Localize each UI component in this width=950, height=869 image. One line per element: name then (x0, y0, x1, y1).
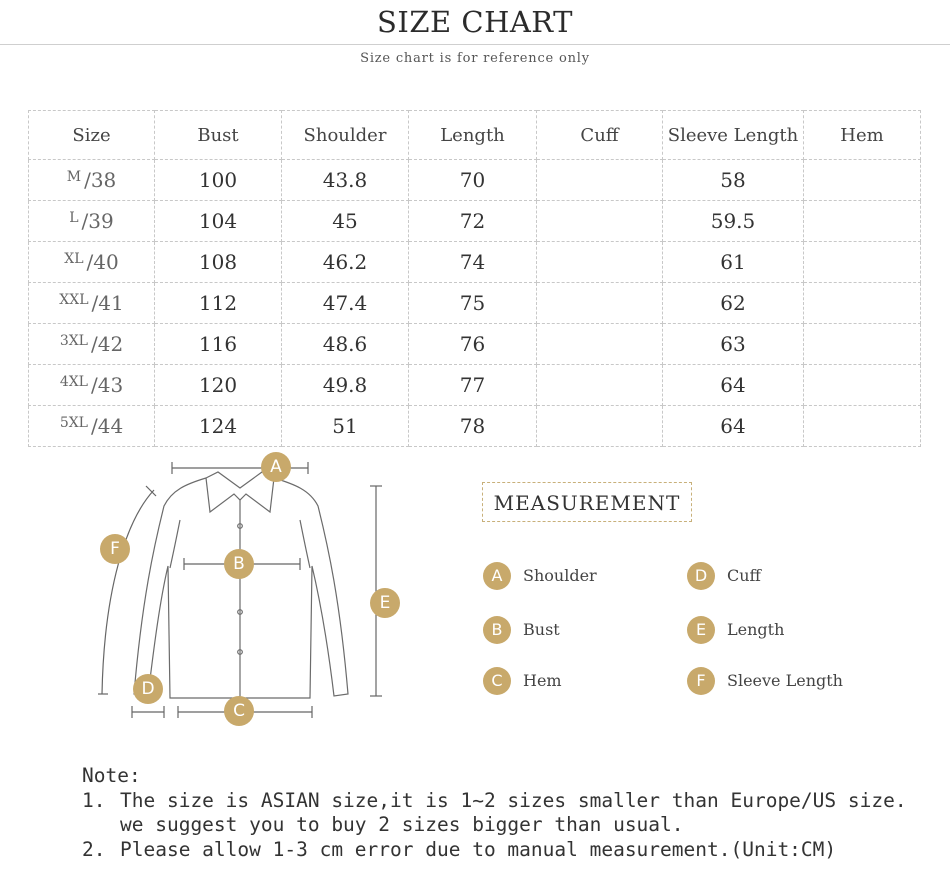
size-cell (29, 406, 155, 447)
size-number: /44 (90, 414, 124, 438)
size-number: /40 (86, 250, 119, 274)
bust-cell: 116 (155, 324, 282, 365)
cuff-cell (537, 160, 663, 201)
size-cell (29, 201, 155, 242)
sleeve-cell: 64 (663, 406, 804, 447)
sleeve-cell: 63 (663, 324, 804, 365)
bust-cell: 112 (155, 283, 282, 324)
note-text: Please allow 1-3 cm error due to manual measurement.(Unit:CM) (120, 837, 837, 861)
column-header-size: Size (29, 111, 155, 160)
note-number: 2. (82, 837, 106, 861)
length-cell: 76 (409, 324, 537, 365)
size-label: XL (64, 251, 84, 267)
legend-badge-d-icon: D (687, 562, 715, 590)
size-number: /43 (90, 373, 124, 397)
legend-label: Bust (523, 620, 560, 639)
table-row (29, 324, 921, 365)
length-cell: 78 (409, 406, 537, 447)
size-cell (29, 283, 155, 324)
legend-badge-e-icon: E (687, 616, 715, 644)
cuff-cell (537, 406, 663, 447)
shoulder-cell: 47.4 (282, 283, 409, 324)
cuff-cell (537, 365, 663, 406)
legend-badge-f-icon: F (687, 667, 715, 695)
table-row (29, 242, 921, 283)
cuff-cell (537, 201, 663, 242)
hem-cell (804, 201, 921, 242)
note-text-continued: we suggest you to buy 2 sizes bigger than usual. (120, 813, 684, 836)
note-number: 1. (82, 788, 106, 812)
table-row (29, 201, 921, 242)
measurement-heading: MEASUREMENT (482, 482, 692, 522)
column-header-sleeve-length: Sleeve Length (663, 111, 804, 160)
legend-label: Shoulder (523, 566, 597, 585)
marker-c-icon: C (224, 696, 254, 726)
bust-cell: 100 (155, 160, 282, 201)
size-cell (29, 324, 155, 365)
legend-label: Cuff (727, 566, 761, 585)
marker-f-icon: F (100, 534, 130, 564)
bust-cell: 120 (155, 365, 282, 406)
size-cell (29, 365, 155, 406)
shirt-diagram (90, 450, 420, 730)
size-label: L (69, 210, 79, 226)
column-header-cuff: Cuff (537, 111, 663, 160)
legend-label: Sleeve Length (727, 671, 843, 690)
column-header-shoulder: Shoulder (282, 111, 409, 160)
note-text: The size is ASIAN size,it is 1~2 sizes smaller than Europe/US size. (120, 788, 907, 812)
sleeve-cell: 58 (663, 160, 804, 201)
hem-cell (804, 160, 921, 201)
table-row (29, 283, 921, 324)
legend-label: Length (727, 620, 785, 639)
cuff-cell (537, 324, 663, 365)
sleeve-cell: 62 (663, 283, 804, 324)
sleeve-cell: 59.5 (663, 201, 804, 242)
title-divider (0, 44, 950, 45)
hem-cell (804, 406, 921, 447)
cuff-cell (537, 242, 663, 283)
legend-label: Hem (523, 671, 562, 690)
size-table (28, 110, 921, 447)
table-row (29, 365, 921, 406)
length-cell: 77 (409, 365, 537, 406)
bust-cell: 108 (155, 242, 282, 283)
note-item (82, 838, 942, 863)
shoulder-cell: 45 (282, 201, 409, 242)
bust-cell: 124 (155, 406, 282, 447)
size-number: /39 (81, 209, 114, 233)
shoulder-cell: 51 (282, 406, 409, 447)
hem-cell (804, 283, 921, 324)
hem-cell (804, 242, 921, 283)
sleeve-cell: 61 (663, 242, 804, 283)
size-label: 5XL (59, 415, 88, 431)
size-cell (29, 160, 155, 201)
cuff-cell (537, 283, 663, 324)
size-label: 4XL (59, 374, 88, 390)
column-header-length: Length (409, 111, 537, 160)
column-header-bust: Bust (155, 111, 282, 160)
size-label: M (66, 169, 82, 185)
notes-heading: Note: (82, 764, 141, 787)
size-label: XXL (59, 292, 89, 308)
legend-badge-a-icon: A (483, 562, 511, 590)
notes-section (82, 764, 942, 862)
hem-cell (804, 324, 921, 365)
legend-badge-b-icon: B (483, 616, 511, 644)
marker-e-icon: E (370, 588, 400, 618)
shoulder-cell: 46.2 (282, 242, 409, 283)
column-header-hem: Hem (804, 111, 921, 160)
length-cell: 70 (409, 160, 537, 201)
size-number: /41 (91, 291, 124, 315)
size-number: /38 (84, 168, 117, 192)
page-title: SIZE CHART (377, 5, 573, 39)
length-cell: 75 (409, 283, 537, 324)
shoulder-cell: 49.8 (282, 365, 409, 406)
table-row (29, 160, 921, 201)
legend-badge-c-icon: C (483, 667, 511, 695)
marker-d-icon: D (133, 674, 163, 704)
table-header-row (29, 111, 921, 160)
hem-cell (804, 365, 921, 406)
table-row (29, 406, 921, 447)
shoulder-cell: 43.8 (282, 160, 409, 201)
marker-b-icon: B (224, 549, 254, 579)
page-subtitle: Size chart is for reference only (360, 51, 590, 66)
marker-a-icon: A (261, 452, 291, 482)
size-number: /42 (90, 332, 124, 356)
bust-cell: 104 (155, 201, 282, 242)
size-label: 3XL (59, 333, 88, 349)
sleeve-cell: 64 (663, 365, 804, 406)
note-item (82, 789, 942, 814)
shoulder-cell: 48.6 (282, 324, 409, 365)
size-cell (29, 242, 155, 283)
length-cell: 72 (409, 201, 537, 242)
length-cell: 74 (409, 242, 537, 283)
